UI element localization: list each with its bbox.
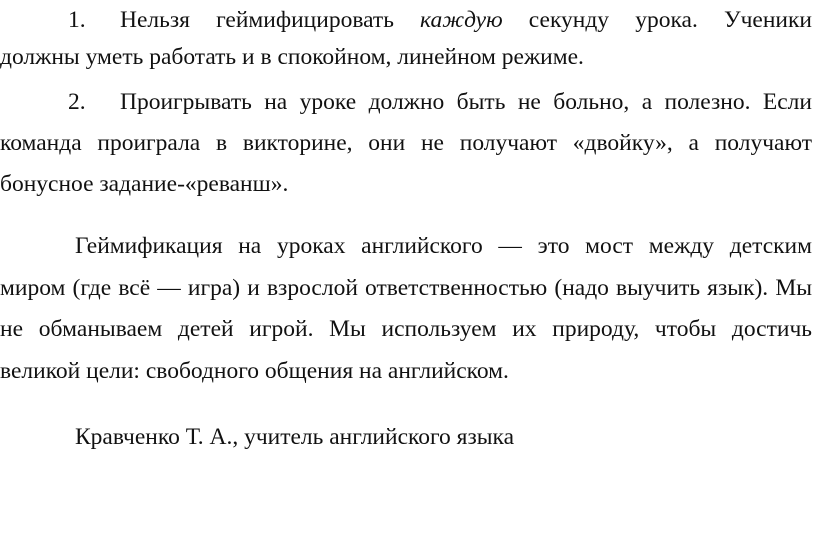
list-item-1-number: 1. bbox=[68, 7, 86, 33]
list-item-1-text-after: секунду урока. Ученики bbox=[502, 7, 812, 33]
paragraph-line-4: великой цели: свободного общения на английском. bbox=[0, 358, 509, 384]
list-item-1-emphasis: каждую bbox=[420, 7, 503, 33]
list-item-1-text-before: Нельзя геймифицировать bbox=[120, 7, 421, 33]
list-item-1-line-2: должны уметь работать и в спокойном, линейном режиме. bbox=[0, 44, 584, 70]
list-item-1-line-1 bbox=[0, 6, 812, 34]
list-item-2-line-1 bbox=[0, 88, 812, 116]
list-item-2-text: Проигрывать на уроке должно быть не больно, а полезно. Если bbox=[120, 89, 812, 115]
paragraph-line-3: не обманываем детей игрой. Мы используем их природу, чтобы достичь bbox=[0, 316, 812, 342]
list-item-2-line-3: бонусное задание-«реванш». bbox=[0, 171, 289, 197]
list-item-2-number: 2. bbox=[68, 89, 86, 115]
list-item-2-line-2: команда проиграла в викторине, они не получают «двойку», а получают bbox=[0, 130, 812, 156]
paragraph-line-1: Геймификация на уроках английского — это мост между детским bbox=[75, 233, 812, 259]
signature: Кравченко Т. А., учитель английского языка bbox=[75, 424, 515, 450]
paragraph-line-2: миром (где всё — игра) и взрослой ответственностью (надо выучить язык). Мы bbox=[0, 275, 812, 301]
